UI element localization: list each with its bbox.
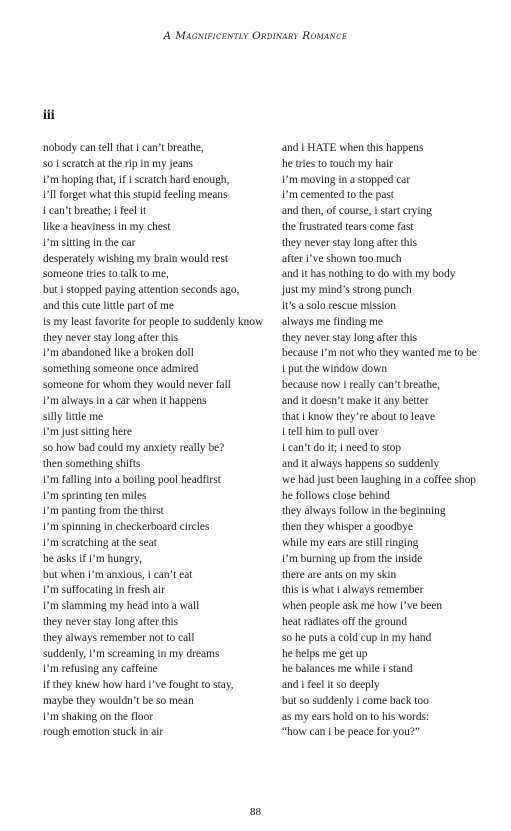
- poem-line: i’m burning up from the inside: [282, 552, 423, 565]
- poem-line: i’m cemented to the past: [282, 189, 394, 202]
- poem-line: but so suddenly i come back too: [282, 694, 429, 707]
- poem-line: he asks if i’m hungry,: [43, 552, 142, 565]
- poem-line: after i’ve shown too much: [282, 252, 402, 265]
- poem-line: the frustrated tears come fast: [282, 220, 414, 233]
- poem-line: if they knew how hard i’ve fought to stay,: [43, 679, 234, 692]
- poem-line: nobody can tell that i can’t breathe,: [43, 142, 204, 154]
- poem-line: and then, of course, i start crying: [282, 205, 432, 218]
- section-heading: iii: [43, 108, 55, 123]
- poem-line: then they whisper a goodbye: [282, 521, 413, 534]
- poem-line: i’m sitting in the car: [43, 236, 136, 249]
- poem-line: something someone once admired: [43, 363, 199, 376]
- poem-line: i’m suffocating in fresh air: [43, 584, 165, 597]
- poem-line: they always remember not to call: [43, 631, 195, 644]
- poem-line: like a heaviness in my chest: [43, 220, 171, 233]
- poem-line: because i’m not who they wanted me to be: [282, 347, 477, 360]
- poem-line: i’m refusing any caffeine: [43, 663, 158, 676]
- poem-line: “how can i be peace for you?”: [282, 726, 420, 739]
- poem-line: i tell him to pull over: [282, 426, 379, 439]
- poem-line: he helps me get up: [282, 647, 368, 660]
- poem-line: he follows close behind: [282, 489, 390, 502]
- poem-line: but when i’m anxious, i can’t eat: [43, 568, 193, 581]
- poem-line: i can’t do it; i need to stop: [282, 442, 402, 455]
- poem-line: they never stay long after this: [282, 331, 418, 344]
- poem-line: when people ask me how i’ve been: [282, 600, 443, 613]
- poem-line: i can’t breathe; i feel it: [43, 205, 147, 218]
- poem-line: i’m scratching at the seat: [43, 536, 157, 549]
- poem-line: maybe they wouldn’t be so mean: [43, 694, 194, 707]
- poem-line: i’m always in a car when it happens: [43, 394, 207, 407]
- poem-line: they never stay long after this: [282, 236, 418, 249]
- poem-line: we had just been laughing in a coffee shop: [282, 473, 477, 486]
- poem-line: and i HATE when this happens: [282, 142, 424, 154]
- page-number: 88: [250, 806, 261, 818]
- poem-line: he balances me while i stand: [282, 663, 413, 676]
- poem-line: always me finding me: [282, 315, 383, 328]
- poem-line: i’m falling into a boiling pool headfirst: [43, 473, 221, 486]
- poem-line: i’m spinning in checkerboard circles: [43, 521, 210, 534]
- poem-line: while my ears are still ringing: [282, 536, 419, 549]
- poem-line: so i scratch at the rip in my jeans: [43, 157, 193, 170]
- poem-line: someone for whom they would never fall: [43, 378, 231, 391]
- poem-line: someone tries to talk to me,: [43, 268, 169, 281]
- poem-line: i’m just sitting here: [43, 426, 132, 439]
- poem-line: it’s a solo rescue mission: [282, 299, 396, 312]
- poem-line: because now i really can’t breathe,: [282, 378, 440, 391]
- poem-right-column: [282, 141, 508, 741]
- poem-line: heat radiates off the ground: [282, 615, 408, 628]
- poem-line: i put the window down: [282, 363, 388, 376]
- poem-left-column: [43, 141, 265, 741]
- poem-line: silly little me: [43, 410, 104, 423]
- poem-line: and it doesn’t make it any better: [282, 394, 429, 407]
- running-head: A Magnificently Ordinary Romance: [163, 30, 348, 42]
- poem-line: i’m slamming my head into a wall: [43, 600, 200, 613]
- poem-line: they always follow in the beginning: [282, 505, 446, 518]
- poem-line: and i feel it so deeply: [282, 679, 380, 692]
- poem-line: and it has nothing to do with my body: [282, 268, 456, 281]
- poem-line: as my ears hold on to his words:: [282, 710, 430, 723]
- poem-line: that i know they’re about to leave: [282, 410, 436, 423]
- poem-line: there are ants on my skin: [282, 568, 397, 581]
- poem-line: this is what i always remember: [282, 584, 424, 597]
- poem-line: i’m moving in a stopped car: [282, 173, 411, 186]
- poem-line: desperately wishing my brain would rest: [43, 252, 229, 265]
- poem-line: and this cute little part of me: [43, 299, 174, 312]
- poem-line: i’m hoping that, if i scratch hard enough,: [43, 173, 230, 186]
- poem-line: they never stay long after this: [43, 331, 179, 344]
- poem-line: so how bad could my anxiety really be?: [43, 442, 225, 455]
- poem-line: i’m sprinting ten miles: [43, 489, 147, 502]
- poem-line: rough emotion stuck in air: [43, 726, 164, 739]
- poem-line: suddenly, i’m screaming in my dreams: [43, 647, 220, 660]
- poem-line: i’m abandoned like a broken doll: [43, 347, 194, 360]
- poem-line: and it always happens so suddenly: [282, 457, 440, 470]
- poem-line: i’m panting from the thirst: [43, 505, 164, 518]
- poem-line: just my mind’s strong punch: [282, 284, 412, 297]
- poem-line: but i stopped paying attention seconds ago,: [43, 284, 240, 297]
- poem-line: so he puts a cold cup in my hand: [282, 631, 432, 644]
- poem-line: he tries to touch my hair: [282, 157, 394, 170]
- poem-line: i’ll forget what this stupid feeling means: [43, 189, 228, 202]
- poem-line: then something shifts: [43, 457, 141, 470]
- poem-line: i’m shaking on the floor: [43, 710, 154, 723]
- poem-line: is my least favorite for people to suddenly know: [43, 315, 264, 328]
- poem-line: they never stay long after this: [43, 615, 179, 628]
